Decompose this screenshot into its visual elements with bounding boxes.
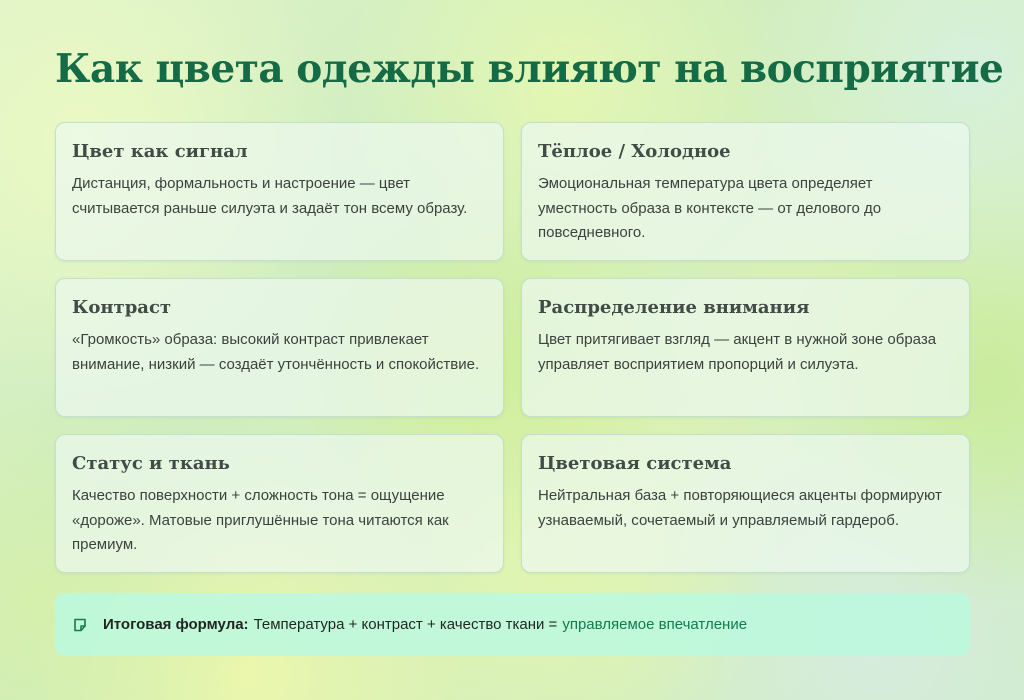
card-contrast (55, 278, 504, 417)
summary-label: Итоговая формула: (103, 616, 249, 633)
card-attention (521, 278, 970, 417)
card-title: Тёплое / Холодное (538, 141, 731, 162)
summary-highlight: управляемое впечатление (562, 616, 748, 633)
card-text: Дистанция, формальность и настроение — цвет считывается раньше силуэта и задаёт тон всему образу. (72, 175, 468, 217)
card-color-signal (55, 122, 504, 261)
card-text: «Громкость» образа: высокий контраст привлекает внимание, низкий — создаёт утончённость и спокойствие. (72, 331, 480, 373)
card-text: Нейтральная база + повторяющиеся акценты формируют узнаваемый, сочетаемый и управляемый гардероб. (538, 487, 942, 529)
summary-text: Температура + контраст + качество ткани = (253, 616, 558, 633)
card-title: Цветовая система (538, 453, 732, 474)
note-icon (73, 618, 87, 632)
card-title: Статус и ткань (72, 453, 230, 474)
card-status-fabric (55, 434, 504, 573)
card-title: Контраст (72, 297, 172, 318)
card-text: Качество поверхности + сложность тона = ощущение «дороже». Матовые приглушённые тона читаются как премиум. (72, 487, 449, 553)
card-text: Цвет притягивает взгляд — акцент в нужной зоне образа управляет восприятием пропорций и силуэта. (538, 331, 937, 373)
cards-grid (55, 122, 970, 573)
card-color-system (521, 434, 970, 573)
summary-box (55, 593, 970, 656)
page-title: Как цвета одежды влияют на восприятие (55, 46, 1004, 92)
card-title: Цвет как сигнал (72, 141, 248, 162)
card-text: Эмоциональная температура цвета определяет уместность образа в контексте — от делового до повседневного. (538, 175, 882, 241)
card-title: Распределение внимания (538, 297, 810, 318)
card-warm-cold (521, 122, 970, 261)
